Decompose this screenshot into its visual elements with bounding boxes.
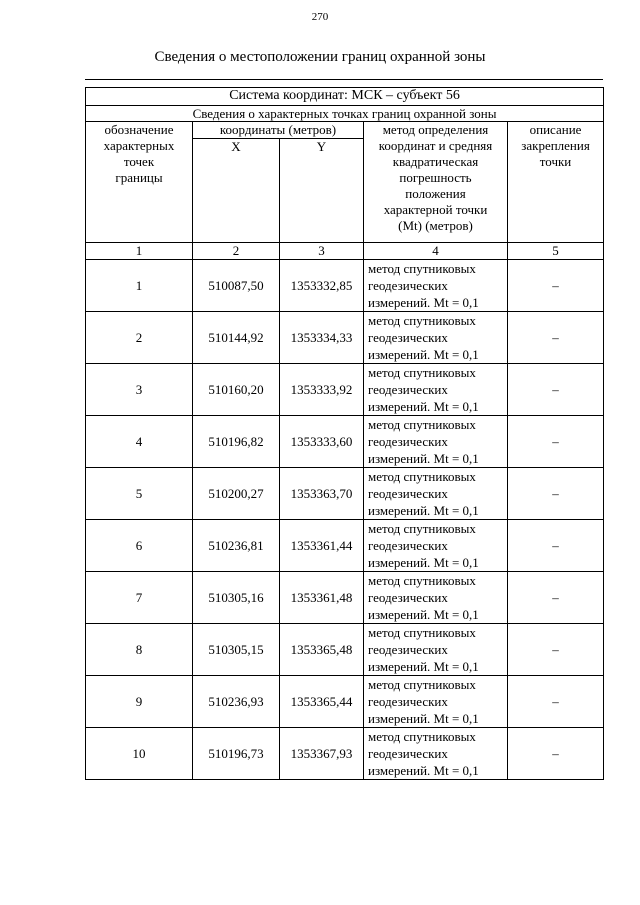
header-line: точек — [123, 154, 155, 169]
header-line: закрепления — [521, 138, 590, 153]
method-line: метод спутниковых — [368, 677, 476, 692]
header-line: точки — [539, 154, 572, 169]
x-coordinate-cell: 510144,92 — [193, 312, 280, 364]
coordinate-system-row — [86, 88, 604, 106]
y-coordinate-cell: 1353367,93 — [280, 728, 364, 780]
table-row — [86, 364, 604, 416]
table-row — [86, 520, 604, 572]
point-id-cell: 7 — [86, 572, 193, 624]
method-cell — [364, 624, 508, 676]
table-row — [86, 468, 604, 520]
y-coordinate-cell: 1353361,44 — [280, 520, 364, 572]
point-id-cell: 10 — [86, 728, 193, 780]
method-cell — [364, 364, 508, 416]
info-row — [86, 106, 604, 122]
y-coordinate-cell: 1353361,48 — [280, 572, 364, 624]
method-cell — [364, 468, 508, 520]
method-line: метод спутниковых — [368, 469, 476, 484]
point-id-cell: 5 — [86, 468, 193, 520]
column-number: 2 — [193, 243, 280, 260]
method-line: измерений. Mt = 0,1 — [368, 659, 479, 674]
method-line: геодезических — [368, 746, 448, 761]
method-line: геодезических — [368, 694, 448, 709]
method-line: метод спутниковых — [368, 313, 476, 328]
description-cell: – — [508, 572, 604, 624]
y-coordinate-cell: 1353332,85 — [280, 260, 364, 312]
header-line: обозначение — [104, 122, 174, 137]
method-cell — [364, 728, 508, 780]
table-row — [86, 676, 604, 728]
table-row — [86, 312, 604, 364]
header-line: квадратическая — [392, 154, 479, 169]
x-coordinate-cell: 510236,81 — [193, 520, 280, 572]
method-line: измерений. Mt = 0,1 — [368, 711, 479, 726]
page-number: 270 — [311, 11, 329, 23]
method-cell — [364, 572, 508, 624]
method-line: измерений. Mt = 0,1 — [368, 399, 479, 414]
header-line: описание — [529, 122, 582, 137]
method-cell — [364, 676, 508, 728]
method-line: геодезических — [368, 382, 448, 397]
header-line: (Mt) (метров) — [398, 218, 473, 233]
header-line: границы — [115, 170, 163, 185]
column-number-row — [86, 243, 604, 260]
header-coordinates: координаты (метров) — [193, 122, 364, 139]
method-line: геодезических — [368, 590, 448, 605]
document-title: Сведения о местоположении границ охранной зоны — [154, 49, 486, 65]
header-line: положения — [405, 186, 466, 201]
header-method — [364, 122, 508, 243]
table-row — [86, 572, 604, 624]
description-cell: – — [508, 260, 604, 312]
y-coordinate-cell: 1353365,44 — [280, 676, 364, 728]
description-cell: – — [508, 416, 604, 468]
method-line: измерений. Mt = 0,1 — [368, 295, 479, 310]
method-line: метод спутниковых — [368, 365, 476, 380]
info-cell: Сведения о характерных точках границ охранной зоны — [86, 106, 604, 122]
header-row — [86, 122, 604, 139]
description-cell: – — [508, 312, 604, 364]
header-line: характерных — [103, 138, 175, 153]
header-line: характерной точки — [383, 202, 488, 217]
description-cell: – — [508, 468, 604, 520]
description-cell: – — [508, 364, 604, 416]
table-row — [86, 624, 604, 676]
y-coordinate-cell: 1353334,33 — [280, 312, 364, 364]
method-line: метод спутниковых — [368, 261, 476, 276]
y-coordinate-cell: 1353333,92 — [280, 364, 364, 416]
table-row — [86, 260, 604, 312]
point-id-cell: 3 — [86, 364, 193, 416]
table-row — [86, 728, 604, 780]
y-coordinate-cell: 1353363,70 — [280, 468, 364, 520]
description-cell: – — [508, 728, 604, 780]
method-line: геодезических — [368, 486, 448, 501]
description-cell: – — [508, 676, 604, 728]
method-cell — [364, 312, 508, 364]
description-cell: – — [508, 520, 604, 572]
method-line: метод спутниковых — [368, 729, 476, 744]
method-cell — [364, 260, 508, 312]
method-line: измерений. Mt = 0,1 — [368, 763, 479, 778]
header-line: погрешность — [399, 170, 472, 185]
method-line: измерений. Mt = 0,1 — [368, 503, 479, 518]
point-id-cell: 6 — [86, 520, 193, 572]
method-line: измерений. Mt = 0,1 — [368, 451, 479, 466]
header-x: X — [193, 139, 280, 243]
table-top-rule — [85, 79, 603, 80]
method-line: геодезических — [368, 538, 448, 553]
table-row — [86, 416, 604, 468]
method-line: измерений. Mt = 0,1 — [368, 607, 479, 622]
header-line: координат и средняя — [378, 138, 493, 153]
point-id-cell: 1 — [86, 260, 193, 312]
header-description — [508, 122, 604, 243]
method-line: геодезических — [368, 330, 448, 345]
point-id-cell: 4 — [86, 416, 193, 468]
x-coordinate-cell: 510196,73 — [193, 728, 280, 780]
method-line: геодезических — [368, 434, 448, 449]
x-coordinate-cell: 510305,16 — [193, 572, 280, 624]
x-coordinate-cell: 510160,20 — [193, 364, 280, 416]
method-line: измерений. Mt = 0,1 — [368, 555, 479, 570]
point-id-cell: 8 — [86, 624, 193, 676]
method-line: геодезических — [368, 642, 448, 657]
header-y: Y — [280, 139, 364, 243]
method-line: метод спутниковых — [368, 573, 476, 588]
column-number: 3 — [280, 243, 364, 260]
method-line: метод спутниковых — [368, 521, 476, 536]
method-line: измерений. Mt = 0,1 — [368, 347, 479, 362]
method-line: геодезических — [368, 278, 448, 293]
method-line: метод спутниковых — [368, 625, 476, 640]
method-cell — [364, 416, 508, 468]
description-cell: – — [508, 624, 604, 676]
y-coordinate-cell: 1353365,48 — [280, 624, 364, 676]
method-line: метод спутниковых — [368, 417, 476, 432]
column-number: 4 — [364, 243, 508, 260]
header-point-designation — [86, 122, 193, 243]
method-cell — [364, 520, 508, 572]
x-coordinate-cell: 510236,93 — [193, 676, 280, 728]
column-number: 5 — [508, 243, 604, 260]
x-coordinate-cell: 510305,15 — [193, 624, 280, 676]
point-id-cell: 2 — [86, 312, 193, 364]
header-line: метод определения — [382, 122, 489, 137]
boundary-points-table — [85, 87, 604, 780]
x-coordinate-cell: 510087,50 — [193, 260, 280, 312]
y-coordinate-cell: 1353333,60 — [280, 416, 364, 468]
coordinate-system-cell: Система координат: МСК – субъект 56 — [86, 88, 604, 106]
point-id-cell: 9 — [86, 676, 193, 728]
column-number: 1 — [86, 243, 193, 260]
x-coordinate-cell: 510196,82 — [193, 416, 280, 468]
x-coordinate-cell: 510200,27 — [193, 468, 280, 520]
